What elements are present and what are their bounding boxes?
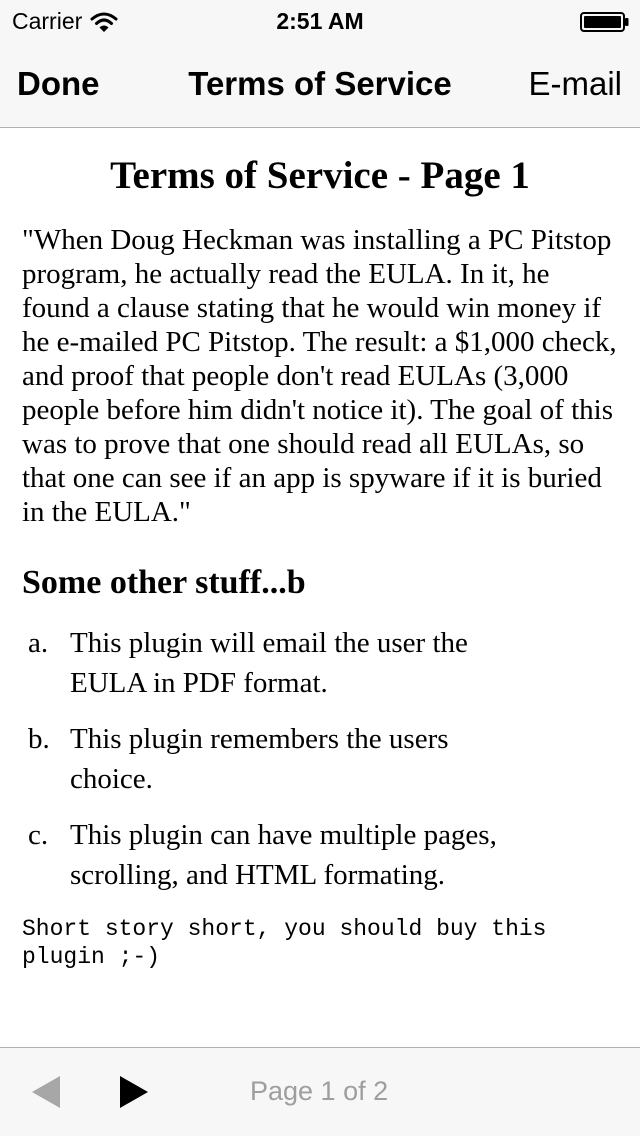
done-button[interactable]: Done (17, 65, 100, 102)
list-item (22, 719, 618, 799)
page-indicator: Page 1 of 2 (250, 1076, 389, 1106)
list-marker: b. (28, 723, 50, 755)
list-item-text: This plugin remembers the users choice. (70, 723, 449, 795)
document-content[interactable] (0, 129, 640, 1046)
carrier-label: Carrier (12, 8, 83, 34)
status-bar (0, 0, 640, 40)
battery-icon (580, 12, 630, 32)
list-item (22, 623, 618, 703)
email-button[interactable]: E-mail (528, 65, 622, 102)
bottom-toolbar (0, 1047, 640, 1136)
list-marker: c. (28, 819, 49, 851)
forward-arrow-icon[interactable] (116, 1074, 150, 1110)
quote-paragraph: "When Doug Heckman was installing a PC Pitstop program, he actually read the EULA. In it, he found a clause stating that he would win money if he e-mailed PC Pitstop. The result: a $1,000 check, and proof that people don't read EULAs (3,000 people before him didn't notice it). The goal of this was to prove that one should read all EULAs, so that one can see if an app is spyware if it is buried in the EULA." (22, 224, 617, 528)
list-marker: a. (28, 627, 49, 659)
list-item (22, 815, 618, 895)
monospace-note: Short story short, you should buy this plugin ;-) (22, 916, 561, 970)
navigation-bar (0, 40, 640, 128)
nav-title: Terms of Service (188, 65, 452, 102)
section-heading: Some other stuff...b (22, 564, 306, 601)
list-item-text: This plugin will email the user the EULA in PDF format. (70, 627, 468, 699)
document-title: Terms of Service - Page 1 (110, 154, 530, 197)
list-item-text: This plugin can have multiple pages, scrolling, and HTML formating. (70, 819, 497, 891)
feature-list (22, 623, 618, 895)
status-time: 2:51 AM (276, 8, 364, 34)
back-arrow-icon[interactable] (30, 1074, 64, 1110)
